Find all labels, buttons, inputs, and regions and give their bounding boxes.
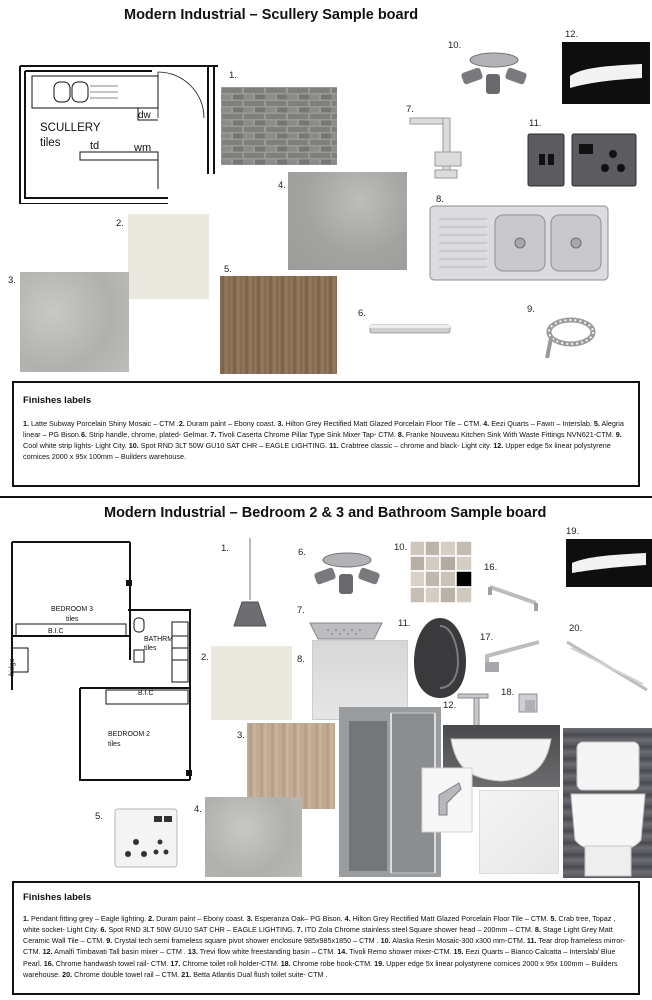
bedroom3-label: BEDROOM 3 xyxy=(51,606,94,613)
bedroom-finish-number: 17. xyxy=(170,958,181,968)
bedroom-finish-text: Chrome double towel rail – CTM. xyxy=(72,969,182,979)
bedroom-num-8: 8. xyxy=(297,654,305,665)
dual-flush-toilet-image xyxy=(563,728,652,878)
scullery-num-10: 10. xyxy=(448,40,462,51)
scullery-plan-room: SCULLERY xyxy=(40,122,101,134)
scullery-finishes-heading: Finishes labels xyxy=(23,395,92,406)
bedroom-title: Modern Industrial – Bedroom 2 & 3 and Bathroom Sample board xyxy=(104,505,547,521)
bedroom-finish-number: 4. xyxy=(344,914,351,923)
bedroom-finish-text: Tear drop frameless mirror- CTM. xyxy=(23,936,626,957)
scullery-num-5: 5. xyxy=(224,264,232,275)
bedroom-num-6: 6. xyxy=(298,547,306,558)
scullery-num-2: 2. xyxy=(116,218,124,229)
scullery-finish-number: 10. xyxy=(128,441,139,451)
topaz-white-socket-image xyxy=(114,808,178,868)
scullery-num-7: 7. xyxy=(406,104,414,115)
scullery-num-1: 1. xyxy=(229,70,237,81)
bedroom-finish-text: Amalfi Timbavati Tall basin mixer – CTM . xyxy=(52,947,188,957)
bedroom-hilton-grey-tile-swatch xyxy=(205,797,302,877)
shower-mixer-image xyxy=(421,767,473,833)
franke-kitchen-sink-image xyxy=(429,205,609,281)
eezi-quartz-fawn-swatch xyxy=(288,172,407,270)
bedroom-finish-text: Hilton Grey Rectified Matt Glazed Porcelain Floor Tile – CTM. xyxy=(350,914,551,923)
bedroom-finish-number: 6. xyxy=(100,925,107,935)
bedroom-finish-number: 13. xyxy=(187,947,198,957)
pillar-mixer-tap-image xyxy=(405,112,465,184)
scullery-finish-number: 7. xyxy=(210,430,217,440)
bedroom-finish-number: 10. xyxy=(380,936,391,946)
bedroom-finish-number: 14. xyxy=(337,947,348,957)
bedroom-finishes-heading: Finishes labels xyxy=(23,892,92,903)
toilet-roll-holder-image xyxy=(481,636,553,680)
bianco-calcatta-quartz-swatch xyxy=(479,790,559,874)
bedroom3-tiles-label: tiles xyxy=(66,616,79,623)
scullery-plan-wm: wm xyxy=(134,142,152,154)
scullery-num-4: 4. xyxy=(278,180,286,191)
scullery-plan-dw: dw xyxy=(138,110,151,121)
scullery-plan-tiles: tiles xyxy=(40,137,61,149)
bedroom-finish-text: Duram paint – Ebony coast. xyxy=(154,914,247,923)
bedroom-num-18: 18. xyxy=(501,687,515,698)
bedroom-finish-text: Chrome handwash towel rail- CTM. xyxy=(53,958,171,968)
bedroom-finish-number: 21. xyxy=(181,969,192,979)
bedroom-num-5: 5. xyxy=(95,811,103,822)
cornice-image xyxy=(562,42,650,104)
scullery-finish-text: Strip handle, chrome, plated- Gelmar. xyxy=(86,430,211,440)
bic2-label: B.I.C xyxy=(138,690,154,697)
bedroom-finishes-panel xyxy=(12,881,640,995)
bedroom-finishes-list xyxy=(23,913,629,980)
hilton-grey-tile-swatch xyxy=(20,272,129,372)
scullery-num-3: 3. xyxy=(8,275,16,286)
bedroom-finish-number: 3. xyxy=(246,914,253,923)
scullery-num-6: 6. xyxy=(358,308,366,319)
bic1-label: B.I.C xyxy=(48,628,64,635)
scullery-finish-number: 12. xyxy=(493,441,504,451)
scullery-num-11: 11. xyxy=(529,118,542,129)
bedroom-num-1: 1. xyxy=(221,543,229,554)
bedroom-finish-text: Eezi Quarts – Bianco Calcatta – Interslab/ Blue Pearl. xyxy=(23,947,616,968)
scullery-finish-number: 3. xyxy=(277,419,284,428)
bedroom-num-10: 10. xyxy=(394,542,408,553)
bedroom-finish-number: 18. xyxy=(280,958,291,968)
bedroom-finish-number: 1. xyxy=(23,914,29,923)
bedroom-finish-text: ITD Zola Chrome stainless steel Square shower head – 200mm – CTM. xyxy=(302,925,535,935)
pendant-light-image xyxy=(228,538,272,632)
bedroom-finish-text: Crab tree, Topaz , white socket- Light City. xyxy=(23,914,616,935)
scullery-finish-number: 1. xyxy=(23,419,29,428)
bedroom-spot-light-image xyxy=(309,548,385,600)
bedroom-num-17: 17. xyxy=(480,632,494,643)
bedroom-finish-text: Alaska Resin Mosaic-300 x300 mm-CTM. xyxy=(390,936,527,946)
scullery-finishes-list xyxy=(23,418,629,463)
bathrm-label: BATHRM xyxy=(144,636,174,643)
scullery-finish-number: 6. xyxy=(80,430,87,440)
bedroom-finish-text: Esperanza Oak– PG Bison. xyxy=(252,914,345,923)
bedroom-finish-text: Betta Atlantis Dual flush toilet suite- CTM . xyxy=(191,969,328,979)
bedroom-finish-number: 9. xyxy=(106,936,113,946)
scullery-finish-text: Latte Subway Porcelain Shiny Mosaic – CTM . xyxy=(29,419,179,428)
scullery-finish-text: Upper edge 5x linear polystyrene cornices 2000 x 95x 100mm – Builders warehouse. xyxy=(23,441,611,462)
scullery-finish-text: Cool white strip lights- Light City. xyxy=(23,441,129,451)
double-towel-rail-image xyxy=(563,636,651,694)
bedroom-finish-text: Trevi flow white freestanding basin – CTM. xyxy=(197,947,338,957)
bedroom-cornice-image xyxy=(566,539,652,587)
bedroom-finish-text: Chrome toilet roll holder-CTM. xyxy=(180,958,281,968)
bedroom-finish-number: 16. xyxy=(43,958,54,968)
bedroom-finish-number: 7. xyxy=(296,925,303,935)
bedroom-finish-text: Crystal tech semi frameless square pivot shower enclosure 985x985x1850 – CTM . xyxy=(112,936,381,946)
bedroom-num-11: 11. xyxy=(398,618,411,629)
scullery-finish-text: Crabtree classic – chrome and black- Light city. xyxy=(338,441,494,451)
scullery-title: Modern Industrial – Scullery Sample board xyxy=(124,7,419,23)
bedroom-finish-text: Chrome robe hook-CTM. xyxy=(290,958,375,968)
crabtree-switch-socket-image xyxy=(527,132,639,188)
bedroom-num-19: 19. xyxy=(566,526,580,537)
scullery-finish-number: 11. xyxy=(329,441,339,451)
scullery-finish-text: Spot RND 3LT 50W GU10 SAT CHR – EAGLE LIGHTING. xyxy=(138,441,330,451)
bedroom-finish-number: 11. xyxy=(526,936,537,946)
bedroom-finish-text: Upper edge 5x linear polystyrene cornices 2000 x 95x 100mm – Builders warehouse. xyxy=(23,958,618,979)
scullery-finish-number: 5. xyxy=(593,419,600,428)
scullery-finishes-panel xyxy=(12,381,640,487)
alegria-linear-wood-swatch xyxy=(220,276,337,374)
bedroom-finish-number: 20. xyxy=(62,969,73,979)
bedroom-num-16: 16. xyxy=(484,562,498,573)
bedroom-finish-number: 8. xyxy=(534,925,541,935)
subway-mosaic-swatch xyxy=(221,87,337,165)
handwash-towel-rail-image xyxy=(486,577,546,615)
scullery-finish-number: 8. xyxy=(397,430,404,440)
scullery-num-9: 9. xyxy=(527,304,535,315)
scullery-finish-text: Tivoli Caserta Chrome Pillar Type Sink Mixer Tap- CTM. xyxy=(216,430,398,440)
fridge-label: fridge xyxy=(9,658,16,676)
bedroom-num-3: 3. xyxy=(237,730,245,741)
scullery-num-8: 8. xyxy=(436,194,444,205)
bedroom-paint-swatch xyxy=(211,646,292,720)
bedroom2-label: BEDROOM 2 xyxy=(108,731,151,738)
led-strip-lights-image xyxy=(541,308,601,362)
spot-rnd-3lt-light-image xyxy=(456,48,532,100)
bedroom-finish-number: 5. xyxy=(550,914,557,923)
alaska-resin-mosaic-swatch xyxy=(410,541,472,603)
bedroom-finish-number: 19. xyxy=(374,958,385,968)
bedroom-num-20: 20. xyxy=(569,623,583,634)
bathrm-tiles-label: tiles xyxy=(144,645,157,652)
bedroom-finish-text: Stage Light Grey Matt Ceramic Wall Tile – CTM. xyxy=(23,925,613,946)
scullery-finish-number: 4. xyxy=(483,419,490,428)
scullery-finish-number: 9. xyxy=(615,430,622,440)
bedroom-finish-text: Tivoli Remo shower mixer-CTM. xyxy=(347,947,454,957)
scullery-finish-text: Eezi Quarts – Fawn – Interslab. xyxy=(489,419,594,428)
scullery-plan-td: td xyxy=(90,140,100,152)
bedroom-num-7: 7. xyxy=(297,605,305,616)
bedroom-floor-plan xyxy=(10,540,204,790)
bedroom-num-12: 12. xyxy=(443,700,457,711)
scullery-finish-text: Franke Nouveau Kitchen Sink With Waste Fittings NVN621-CTM. xyxy=(403,430,616,440)
duram-paint-swatch xyxy=(128,214,209,299)
scullery-finish-number: 2. xyxy=(178,419,185,428)
scullery-finish-text: Duram paint – Ebony coast. xyxy=(184,419,278,428)
scullery-floor-plan xyxy=(18,64,218,204)
bedroom2-tiles-label: tiles xyxy=(108,741,121,748)
scullery-num-12: 12. xyxy=(565,29,579,40)
bedroom-finish-number: 15. xyxy=(453,947,464,957)
strip-handle-image xyxy=(368,320,452,340)
bedroom-num-4: 4. xyxy=(194,804,202,815)
bedroom-num-2: 2. xyxy=(201,652,209,663)
robe-hook-image xyxy=(515,690,545,720)
bedroom-finish-number: 12. xyxy=(42,947,53,957)
scullery-finish-text: Alegria linear – PG Bison. xyxy=(23,419,624,440)
bedroom-finish-number: 2. xyxy=(148,914,155,923)
bedroom-finish-text: Spot RND 3LT 50W GU10 SAT CHR – EAGLE LIGHTING. xyxy=(106,925,297,935)
board-divider xyxy=(0,496,652,498)
scullery-finish-text: Hilton Grey Rectified Matt Glazed Porcelain Floor Tile – CTM. xyxy=(283,419,484,428)
bedroom-finish-text: Pendant fitting grey – Eagle lighting. xyxy=(29,914,149,923)
